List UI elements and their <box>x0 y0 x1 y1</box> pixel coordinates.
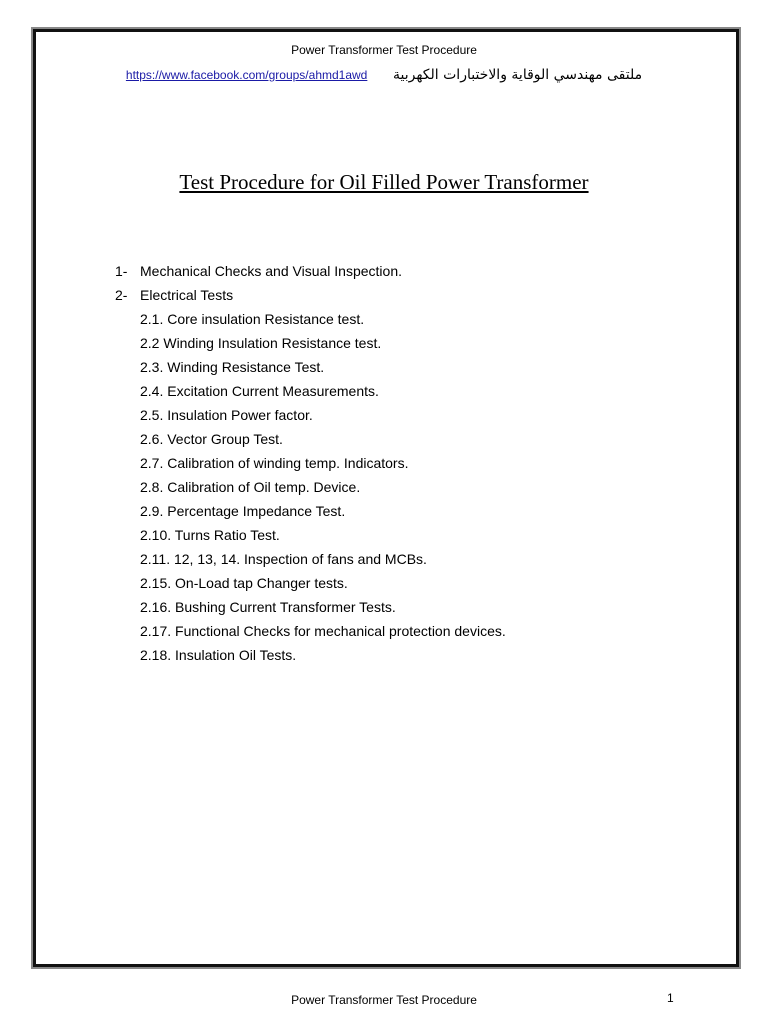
sub-item: 2.3. Winding Resistance Test. <box>140 359 325 375</box>
item-label: Electrical Tests <box>140 287 234 303</box>
item-number: 2- <box>115 287 128 303</box>
facebook-group-link[interactable]: https://www.facebook.com/groups/ahmd1awd <box>125 68 368 82</box>
sub-item: 2.18. Insulation Oil Tests. <box>140 647 297 663</box>
sub-item: 2.4. Excitation Current Measurements. <box>140 383 379 399</box>
header-title: Power Transformer Test Procedure <box>291 43 477 57</box>
sub-item: 2.2 Winding Insulation Resistance test. <box>140 335 382 351</box>
sub-item: 2.17. Functional Checks for mechanical protection devices. <box>140 623 506 639</box>
list-item <box>115 259 506 283</box>
footer-title: Power Transformer Test Procedure <box>291 993 477 1007</box>
item-number: 1- <box>115 263 128 279</box>
procedure-list <box>115 259 506 667</box>
page-number: 1 <box>667 991 674 1005</box>
sub-item: 2.1. Core insulation Resistance test. <box>140 311 365 327</box>
item-label: Mechanical Checks and Visual Inspection. <box>140 263 403 279</box>
sub-item: 2.15. On-Load tap Changer tests. <box>140 575 348 591</box>
sub-item: 2.7. Calibration of winding temp. Indicators. <box>140 455 409 471</box>
arabic-group-name: ملتقى مهندسي الوقاية والاختبارات الكهربية <box>392 67 643 83</box>
sub-item: 2.11. 12, 13, 14. Inspection of fans and MCBs. <box>140 551 427 567</box>
sub-item: 2.5. Insulation Power factor. <box>140 407 313 423</box>
sub-item: 2.16. Bushing Current Transformer Tests. <box>140 599 396 615</box>
list-item <box>115 283 506 307</box>
sub-item: 2.6. Vector Group Test. <box>140 431 283 447</box>
document-title: Test Procedure for Oil Filled Power Transformer <box>179 170 589 194</box>
sub-item: 2.9. Percentage Impedance Test. <box>140 503 346 519</box>
sub-item: 2.10. Turns Ratio Test. <box>140 527 280 543</box>
sub-item: 2.8. Calibration of Oil temp. Device. <box>140 479 361 495</box>
header-line <box>0 67 768 83</box>
